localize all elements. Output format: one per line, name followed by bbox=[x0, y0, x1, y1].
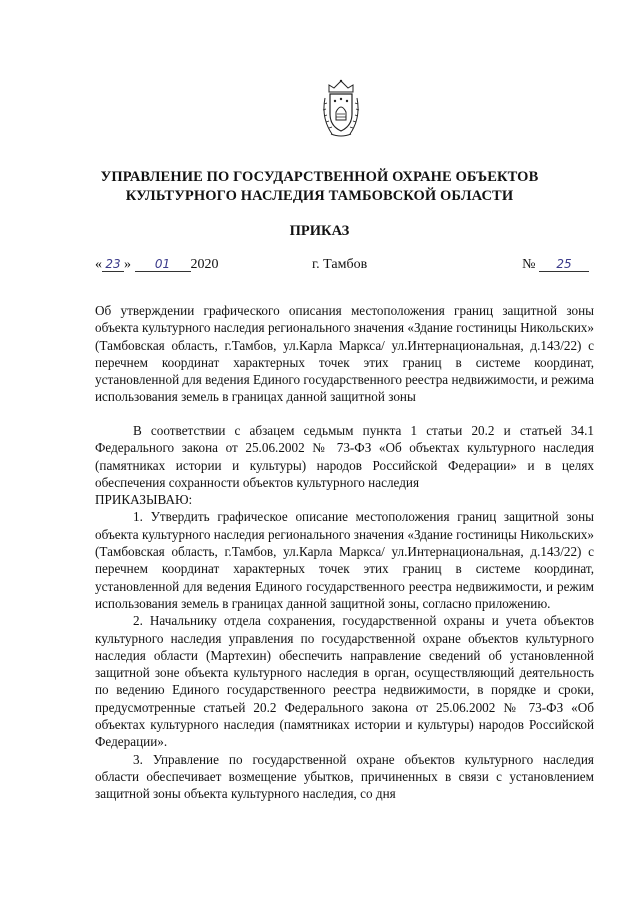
date-close-quote: » bbox=[124, 257, 131, 272]
order-word: ПРИКАЗЫВАЮ: bbox=[95, 492, 193, 508]
organization-name bbox=[60, 168, 579, 206]
document-city: г. Тамбов bbox=[312, 257, 368, 272]
number-value-handwritten: 25 bbox=[539, 257, 589, 272]
date-month-handwritten: 01 bbox=[135, 257, 191, 272]
preamble-paragraph: В соответствии с абзацем седьмым пункта 1 статьи 20.2 и статьей 34.1 Федерального закона от 25.06.2002 № 73-ФЗ «Об объектах культурного наследия (памятниках истории и культуры) народов Российской Федерации» и в целях обеспечения сохранности объектов культурного наследия bbox=[95, 423, 594, 490]
document-number bbox=[522, 257, 589, 273]
date-open-quote: « bbox=[95, 257, 102, 272]
order-item-1: 1. Утвердить графическое описание местоположения границ защитной зоны объекта культурного наследия регионального значения «Здание гостиницы Никольских» (Тамбовская область, г.Тамбов, ул.Карла Маркса/ ул.Интернациональная, д.143/22) с перечнем координат характерных точек этих границ в системе координат, установленной для ведения Единого государственного реестра недвижимости, и режим использования земель в границах данной защитной зоны, согласно приложению. bbox=[95, 509, 594, 611]
date-year: 2020 bbox=[190, 257, 219, 272]
document-meta-row bbox=[95, 257, 589, 277]
order-item-3: 3. Управление по государственной охране объектов культурного наследия области обеспечивает возмещение убытков, причиненных в связи с установлением защитной зоны объекта культурного наследия, со дня bbox=[95, 751, 594, 802]
number-label: № bbox=[522, 257, 536, 272]
order-item-2: 2. Начальнику отдела сохранения, государственной охраны и учета объектов культурного наследия управления по государственной охране объектов культурного наследия области (Мартехин) обеспечить направление сведений об установленной защитной зоне объекта культурного наследия в орган, осуществляющий деятельность по ведению Единого государственного реестра недвижимости, в порядке и сроки, предусмотренные статьей 20.2 Федерального закона от 25.06.2002 № 73-ФЗ «Об объектах культурного наследия (памятниках истории и культуры) народов Российской Федерации». bbox=[95, 613, 594, 750]
organization-name-line1: УПРАВЛЕНИЕ ПО ГОСУДАРСТВЕННОЙ ОХРАНЕ ОБЪЕКТОВ bbox=[100, 169, 539, 185]
document-body bbox=[95, 422, 594, 803]
document-subject: Об утверждении графического описания местоположения границ защитной зоны объекта культурного наследия регионального значения «Здание гостиницы Никольских» (Тамбовская область, г.Тамбов, ул.Карла Маркса/ ул.Интернациональная, д.143/22) с перечнем координат характерных точек этих границ в системе координат, установленной для ведения Единого государственного реестра недвижимости, и режима использования земель в границах данной защитной зоны bbox=[95, 303, 594, 405]
document-type-title: ПРИКАЗ bbox=[289, 223, 350, 239]
organization-name-line2: КУЛЬТУРНОГО НАСЛЕДИЯ ТАМБОВСКОЙ ОБЛАСТИ bbox=[125, 188, 514, 204]
tambov-coat-of-arms-icon bbox=[320, 78, 362, 140]
document-date bbox=[95, 257, 219, 273]
date-day-handwritten: 23 bbox=[102, 257, 124, 272]
